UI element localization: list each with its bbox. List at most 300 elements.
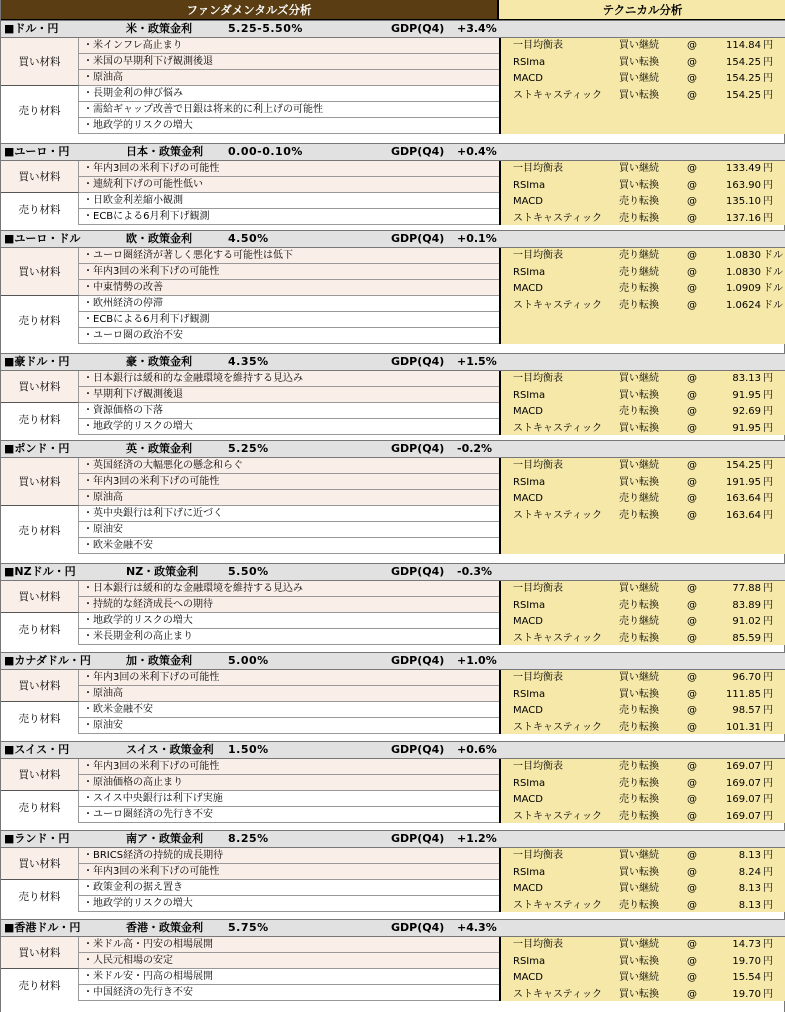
currency-pair-section	[1, 652, 785, 734]
indicator-row	[501, 161, 785, 178]
indicator-name: ストキャスティック	[513, 988, 602, 1000]
indicator-row	[501, 970, 785, 987]
pair-name: ■NZドル・円	[4, 565, 76, 578]
buy-factors-label: 買い材料	[1, 248, 79, 296]
indicator-name: ストキャスティック	[513, 509, 602, 521]
sell-factor-item: ・日欧金利差縮小観測	[79, 193, 499, 209]
indicator-value: 163.90	[726, 179, 761, 191]
buy-factors	[1, 759, 499, 791]
at-symbol: @	[687, 163, 697, 174]
indicator-value: 19.70	[732, 955, 761, 967]
gdp-value: +0.1%	[457, 232, 497, 245]
indicator-value: 8.13	[738, 850, 761, 861]
indicator-row	[501, 298, 785, 315]
indicator-signal: 買い継続	[619, 73, 659, 84]
buy-factors	[1, 458, 499, 506]
indicator-signal: 買い継続	[619, 460, 659, 471]
indicator-name: ストキャスティック	[513, 899, 602, 911]
policy-rate-value: 8.25%	[228, 832, 269, 845]
indicator-value: 169.07	[726, 761, 761, 772]
indicator-value: 83.89	[732, 599, 761, 611]
indicator-row	[501, 865, 785, 882]
indicator-name: 一目均衡表	[513, 460, 563, 471]
buy-factors	[1, 248, 499, 296]
pair-name: ■ポンド・円	[4, 442, 70, 455]
buy-factor-item: ・年内3回の米利下げの可能性	[79, 864, 499, 880]
technical-panel	[499, 458, 785, 554]
at-symbol: @	[687, 299, 697, 311]
indicator-unit: 円	[763, 721, 773, 733]
buy-factors-label: 買い材料	[1, 161, 79, 193]
indicator-row	[501, 792, 785, 809]
indicator-name: 一目均衡表	[513, 939, 563, 950]
indicator-row	[501, 703, 785, 720]
sell-factors	[1, 969, 499, 1001]
gdp-value: -0.3%	[457, 565, 493, 578]
buy-factors	[1, 937, 499, 969]
technical-panel	[499, 248, 785, 344]
pair-title-row	[1, 563, 785, 581]
buy-factors	[1, 161, 499, 193]
sell-factor-item: ・欧米金融不安	[79, 538, 499, 554]
indicator-signal: 売り転換	[619, 899, 659, 911]
indicator-value: 1.0830	[726, 266, 761, 278]
indicator-name: RSIma	[513, 777, 546, 789]
sell-factor-item: ・欧米金融不安	[79, 702, 499, 718]
indicator-signal: 売り転換	[619, 299, 659, 311]
indicator-unit: 円	[763, 493, 773, 504]
indicator-signal: 売り転換	[619, 705, 659, 716]
indicator-unit: 円	[763, 73, 773, 84]
pair-title-row	[1, 353, 785, 371]
indicator-unit: 円	[763, 373, 773, 384]
indicator-unit: ドル	[763, 299, 783, 311]
indicator-name: 一目均衡表	[513, 672, 563, 683]
indicator-signal: 買い継続	[619, 972, 659, 983]
buy-factors	[1, 848, 499, 880]
indicator-value: 1.0909	[726, 283, 761, 294]
indicator-unit: 円	[763, 632, 773, 644]
indicator-signal: 買い継続	[619, 163, 659, 174]
indicator-unit: 円	[763, 972, 773, 983]
indicator-value: 19.70	[732, 988, 761, 1000]
indicator-name: MACD	[513, 616, 543, 627]
technical-panel	[499, 38, 785, 134]
indicator-value: 135.10	[726, 196, 761, 207]
indicator-unit: 円	[763, 705, 773, 716]
sell-factors-label: 売り材料	[1, 613, 79, 645]
indicator-row	[501, 881, 785, 898]
gdp-label: GDP(Q4)	[391, 921, 445, 934]
indicator-signal: 買い転換	[619, 422, 659, 434]
indicator-unit: ドル	[763, 250, 783, 261]
indicator-name: ストキャスティック	[513, 632, 602, 644]
indicator-value: 137.16	[726, 212, 761, 224]
indicator-row	[501, 404, 785, 421]
buy-factors-label: 買い材料	[1, 38, 79, 86]
indicator-unit: 円	[763, 599, 773, 611]
policy-rate-label: 欧・政策金利	[126, 232, 192, 245]
pair-name: ■豪ドル・円	[4, 355, 70, 368]
indicator-name: MACD	[513, 883, 543, 894]
indicator-unit: 円	[763, 509, 773, 521]
at-symbol: @	[687, 56, 697, 68]
sell-factor-item: ・地政学的リスクの増大	[79, 613, 499, 629]
indicator-row	[501, 759, 785, 776]
indicator-unit: 円	[763, 761, 773, 772]
indicator-signal: 買い転換	[619, 988, 659, 1000]
indicator-row	[501, 388, 785, 405]
indicator-unit: 円	[763, 883, 773, 894]
indicator-signal: 買い転換	[619, 56, 659, 68]
gdp-label: GDP(Q4)	[391, 22, 445, 35]
indicator-value: 1.0830	[726, 250, 761, 261]
at-symbol: @	[687, 406, 697, 417]
indicator-signal: 売り転換	[619, 406, 659, 417]
at-symbol: @	[687, 761, 697, 772]
at-symbol: @	[687, 810, 697, 822]
sell-factor-item: ・中国経済の先行き不安	[79, 985, 499, 1001]
indicator-value: 96.70	[732, 672, 761, 683]
policy-rate-value: 4.35%	[228, 355, 269, 368]
buy-factor-item: ・年内3回の米利下げの可能性	[79, 670, 499, 686]
buy-factor-item: ・日本銀行は緩和的な金融環境を維持する見込み	[79, 371, 499, 387]
sell-factor-item: ・ユーロ圏の政治不安	[79, 328, 499, 344]
sell-factors-label: 売り材料	[1, 880, 79, 912]
sell-factors-label: 売り材料	[1, 296, 79, 344]
indicator-row	[501, 598, 785, 615]
indicator-unit: 円	[763, 179, 773, 191]
indicator-value: 98.57	[732, 705, 761, 716]
indicator-name: MACD	[513, 794, 543, 805]
indicator-value: 1.0624	[726, 299, 761, 311]
indicator-name: 一目均衡表	[513, 40, 563, 51]
sell-factors-label: 売り材料	[1, 702, 79, 734]
indicator-row	[501, 776, 785, 793]
sell-factors-label: 売り材料	[1, 506, 79, 554]
buy-factors-label: 買い材料	[1, 670, 79, 702]
indicator-row	[501, 55, 785, 72]
pair-title-row	[1, 143, 785, 161]
policy-rate-value: 5.50%	[228, 565, 269, 578]
indicator-value: 77.88	[732, 583, 761, 594]
indicator-value: 169.07	[726, 777, 761, 789]
gdp-label: GDP(Q4)	[391, 232, 445, 245]
sell-factor-item: ・原油安	[79, 718, 499, 734]
indicator-value: 133.49	[726, 163, 761, 174]
indicator-value: 15.54	[732, 972, 761, 983]
indicator-value: 114.84	[726, 40, 761, 51]
policy-rate-value: 1.50%	[228, 743, 269, 756]
buy-factor-item: ・ユーロ圏経済が著しく悪化する可能性は低下	[79, 248, 499, 264]
buy-factor-item: ・年内3回の米利下げの可能性	[79, 264, 499, 280]
indicator-unit: 円	[763, 939, 773, 950]
indicator-name: RSIma	[513, 599, 546, 611]
sell-factor-item: ・ECBによる6月利下げ観測	[79, 312, 499, 328]
indicator-value: 8.13	[738, 899, 761, 911]
gdp-label: GDP(Q4)	[391, 832, 445, 845]
pair-title-row	[1, 652, 785, 670]
indicator-row	[501, 898, 785, 915]
indicator-row	[501, 265, 785, 282]
gdp-label: GDP(Q4)	[391, 355, 445, 368]
indicator-signal: 売り継続	[619, 616, 659, 627]
indicator-value: 91.02	[732, 616, 761, 627]
indicator-signal: 買い継続	[619, 373, 659, 384]
sell-factor-item: ・米ドル安・円高の相場展開	[79, 969, 499, 985]
indicator-signal: 売り継続	[619, 250, 659, 261]
at-symbol: @	[687, 883, 697, 894]
indicator-value: 154.25	[726, 56, 761, 68]
indicator-name: MACD	[513, 406, 543, 417]
buy-factor-item: ・BRICS経済の持続的成長期待	[79, 848, 499, 864]
indicator-unit: ドル	[763, 283, 783, 294]
buy-factors	[1, 371, 499, 403]
gdp-value: +1.2%	[457, 832, 497, 845]
indicator-name: ストキャスティック	[513, 212, 602, 224]
indicator-signal: 買い継続	[619, 40, 659, 51]
at-symbol: @	[687, 939, 697, 950]
at-symbol: @	[687, 988, 697, 1000]
indicator-row	[501, 614, 785, 631]
indicator-unit: ドル	[763, 266, 783, 278]
indicator-name: RSIma	[513, 389, 546, 401]
indicator-signal: 売り転換	[619, 599, 659, 611]
sell-factor-item: ・原油安	[79, 522, 499, 538]
indicator-unit: 円	[763, 794, 773, 805]
buy-factors	[1, 581, 499, 613]
currency-pair-section	[1, 563, 785, 645]
buy-factors-label: 買い材料	[1, 371, 79, 403]
indicator-signal: 売り転換	[619, 794, 659, 805]
at-symbol: @	[687, 794, 697, 805]
indicator-value: 191.95	[726, 476, 761, 488]
indicator-name: RSIma	[513, 866, 546, 878]
pair-name: ■ドル・円	[4, 22, 59, 35]
at-symbol: @	[687, 721, 697, 733]
sell-factors-label: 売り材料	[1, 969, 79, 1001]
indicator-signal: 売り転換	[619, 721, 659, 733]
indicator-name: ストキャスティック	[513, 721, 602, 733]
indicator-value: 163.64	[726, 509, 761, 521]
at-symbol: @	[687, 972, 697, 983]
indicator-row	[501, 248, 785, 265]
indicator-value: 85.59	[732, 632, 761, 644]
at-symbol: @	[687, 373, 697, 384]
indicator-row	[501, 937, 785, 954]
indicator-signal: 買い転換	[619, 866, 659, 878]
at-symbol: @	[687, 672, 697, 683]
indicator-name: MACD	[513, 493, 543, 504]
indicator-row	[501, 954, 785, 971]
buy-factor-item: ・連続利下げの可能性低い	[79, 177, 499, 193]
sell-factors	[1, 296, 499, 344]
indicator-row	[501, 848, 785, 865]
indicator-value: 14.73	[732, 939, 761, 950]
gdp-label: GDP(Q4)	[391, 145, 445, 158]
policy-rate-value: 0.00-0.10%	[228, 145, 303, 158]
buy-factor-item: ・持続的な経済成長への期待	[79, 597, 499, 613]
pair-name: ■香港ドル・円	[4, 921, 81, 934]
indicator-row	[501, 38, 785, 55]
indicator-name: ストキャスティック	[513, 810, 602, 822]
indicator-row	[501, 987, 785, 1004]
fundamental-header: ファンダメンタルズ分析	[1, 0, 499, 20]
policy-rate-label: 香港・政策金利	[126, 921, 203, 934]
at-symbol: @	[687, 40, 697, 51]
buy-factor-item: ・中東情勢の改善	[79, 280, 499, 296]
buy-factors-label: 買い材料	[1, 458, 79, 506]
buy-factor-item: ・米国の早期利下げ観測後退	[79, 54, 499, 70]
indicator-value: 91.95	[732, 389, 761, 401]
indicator-name: ストキャスティック	[513, 299, 602, 311]
pair-name: ■ランド・円	[4, 832, 70, 845]
at-symbol: @	[687, 632, 697, 644]
policy-rate-label: NZ・政策金利	[126, 565, 199, 578]
sell-factors	[1, 506, 499, 554]
indicator-signal: 売り転換	[619, 212, 659, 224]
at-symbol: @	[687, 389, 697, 401]
indicator-unit: 円	[763, 89, 773, 101]
indicator-value: 163.64	[726, 493, 761, 504]
indicator-name: MACD	[513, 283, 543, 294]
indicator-signal: 買い継続	[619, 672, 659, 683]
indicator-signal: 売り転換	[619, 777, 659, 789]
gdp-value: +1.5%	[457, 355, 497, 368]
technical-panel	[499, 161, 785, 225]
pair-name: ■カナダドル・円	[4, 654, 91, 667]
gdp-label: GDP(Q4)	[391, 442, 445, 455]
indicator-unit: 円	[763, 777, 773, 789]
currency-pair-section	[1, 830, 785, 912]
indicator-unit: 円	[763, 56, 773, 68]
buy-factors	[1, 670, 499, 702]
technical-panel	[499, 581, 785, 645]
sell-factors	[1, 613, 499, 645]
indicator-name: 一目均衡表	[513, 850, 563, 861]
indicator-row	[501, 194, 785, 211]
indicator-name: 一目均衡表	[513, 373, 563, 384]
indicator-name: RSIma	[513, 56, 546, 68]
indicator-value: 83.13	[732, 373, 761, 384]
pair-name: ■ユーロ・ドル	[4, 232, 81, 245]
indicator-row	[501, 371, 785, 388]
at-symbol: @	[687, 73, 697, 84]
buy-factor-item: ・原油高	[79, 686, 499, 702]
indicator-signal: 売り継続	[619, 266, 659, 278]
gdp-value: +1.0%	[457, 654, 497, 667]
buy-factor-item: ・人民元相場の安定	[79, 953, 499, 969]
indicator-name: RSIma	[513, 476, 546, 488]
indicator-row	[501, 508, 785, 525]
indicator-unit: 円	[763, 616, 773, 627]
pair-title-row	[1, 741, 785, 759]
indicator-value: 8.13	[738, 883, 761, 894]
indicator-signal: 売り転換	[619, 810, 659, 822]
indicator-value: 91.95	[732, 422, 761, 434]
indicator-unit: 円	[763, 899, 773, 911]
indicator-unit: 円	[763, 40, 773, 51]
at-symbol: @	[687, 460, 697, 471]
indicator-name: 一目均衡表	[513, 163, 563, 174]
currency-pair-section	[1, 741, 785, 823]
sell-factor-item: ・ユーロ圏経済の先行き不安	[79, 807, 499, 823]
indicator-row	[501, 491, 785, 508]
buy-factors-label: 買い材料	[1, 581, 79, 613]
indicator-signal: 買い転換	[619, 179, 659, 191]
at-symbol: @	[687, 850, 697, 861]
gdp-label: GDP(Q4)	[391, 654, 445, 667]
at-symbol: @	[687, 583, 697, 594]
at-symbol: @	[687, 266, 697, 278]
buy-factor-item: ・早期利下げ観測後退	[79, 387, 499, 403]
technical-panel	[499, 848, 785, 912]
indicator-signal: 買い継続	[619, 883, 659, 894]
indicator-unit: 円	[763, 955, 773, 967]
policy-rate-label: スイス・政策金利	[126, 743, 214, 756]
at-symbol: @	[687, 212, 697, 224]
indicator-signal: 買い転換	[619, 89, 659, 101]
buy-factor-item: ・年内3回の米利下げの可能性	[79, 759, 499, 775]
buy-factors-label: 買い材料	[1, 759, 79, 791]
indicator-signal: 売り転換	[619, 196, 659, 207]
sell-factors	[1, 880, 499, 912]
indicator-unit: 円	[763, 810, 773, 822]
indicator-value: 92.69	[732, 406, 761, 417]
sell-factors-label: 売り材料	[1, 193, 79, 225]
sell-factor-item: ・地政学的リスクの増大	[79, 419, 499, 435]
indicator-signal: 買い継続	[619, 939, 659, 950]
pair-name: ■スイス・円	[4, 743, 70, 756]
pair-title-row	[1, 440, 785, 458]
indicator-row	[501, 178, 785, 195]
indicator-signal: 買い転換	[619, 476, 659, 488]
indicator-value: 154.25	[726, 460, 761, 471]
gdp-value: +4.3%	[457, 921, 497, 934]
buy-factors	[1, 38, 499, 86]
buy-factor-item: ・年内3回の米利下げの可能性	[79, 161, 499, 177]
indicator-value: 169.07	[726, 810, 761, 822]
at-symbol: @	[687, 196, 697, 207]
buy-factor-item: ・原油価格の高止まり	[79, 775, 499, 791]
buy-factor-item: ・米インフレ高止まり	[79, 38, 499, 54]
at-symbol: @	[687, 688, 697, 700]
indicator-name: 一目均衡表	[513, 250, 563, 261]
sell-factor-item: ・地政学的リスクの増大	[79, 896, 499, 912]
at-symbol: @	[687, 493, 697, 504]
at-symbol: @	[687, 599, 697, 611]
indicator-row	[501, 809, 785, 826]
indicator-signal: 売り継続	[619, 493, 659, 504]
sell-factors	[1, 403, 499, 435]
indicator-value: 111.85	[726, 688, 761, 700]
indicator-unit: 円	[763, 850, 773, 861]
currency-pair-section	[1, 440, 785, 554]
sell-factors-label: 売り材料	[1, 86, 79, 134]
indicator-row	[501, 211, 785, 228]
indicator-name: 一目均衡表	[513, 583, 563, 594]
at-symbol: @	[687, 422, 697, 434]
currency-pair-section	[1, 230, 785, 344]
indicator-row	[501, 720, 785, 737]
indicator-unit: 円	[763, 476, 773, 488]
pair-title-row	[1, 830, 785, 848]
indicator-signal: 買い継続	[619, 850, 659, 861]
indicator-name: RSIma	[513, 179, 546, 191]
indicator-unit: 円	[763, 422, 773, 434]
policy-rate-label: 豪・政策金利	[126, 355, 192, 368]
at-symbol: @	[687, 866, 697, 878]
